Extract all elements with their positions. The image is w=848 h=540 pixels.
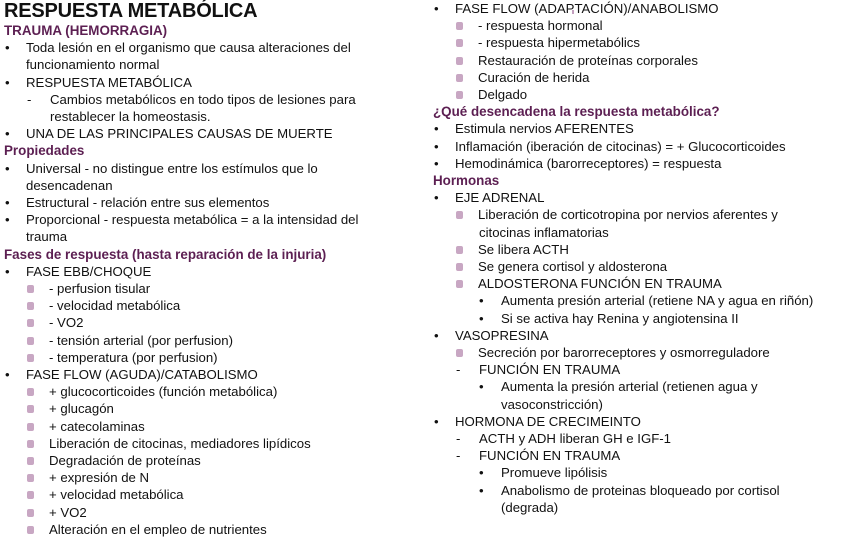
ebb-vo2-text: - VO2: [49, 315, 84, 331]
universal-2: [4, 177, 404, 194]
hormonas-heading-text: Hormonas: [433, 173, 500, 189]
aguda-proteinas: [4, 452, 404, 469]
adapt-hormonal-text: - respuesta hormonal: [478, 18, 603, 34]
propiedades-heading-text: Propiedades: [4, 143, 85, 159]
desencadena-inflamacion: [433, 138, 843, 155]
adrenal-acth-text: Se libera ACTH: [478, 241, 569, 257]
hormona-crecimiento: [433, 413, 843, 430]
aldosterona-renina-text: Si se activa hay Renina y angiotensina II: [501, 310, 739, 326]
aguda-vo2-text: + VO2: [49, 504, 87, 520]
right-column: [433, 0, 843, 516]
aguda-proteinas-text: Degradación de proteínas: [49, 453, 201, 469]
adapt-hormonal: [433, 17, 843, 34]
aldosterona-presion: [433, 292, 843, 309]
adapt-curacion-text: Curación de herida: [478, 69, 590, 85]
universal-1-text: Universal - no distingue entre los estímulos que lo: [26, 160, 318, 176]
vasopresina-text: VASOPRESINA: [455, 327, 549, 343]
cambios-1-text: Cambios metabólicos en todo tipos de lesiones para: [50, 91, 356, 107]
title: [4, 0, 404, 22]
propiedades-heading: [4, 142, 404, 159]
trauma-heading-text: TRAUMA (HEMORRAGIA): [4, 23, 168, 38]
desencadena-inflamacion-text: Inflamación (iberación de citocinas) = + Glucocorticoides: [455, 138, 786, 154]
ebb-vo2: [4, 314, 404, 331]
proporcional-1: [4, 211, 404, 228]
aguda-nutrientes-text: Alteración en el empleo de nutrientes: [49, 521, 267, 537]
trauma-def-2-text: funcionamiento normal: [26, 57, 160, 73]
proporcional-2: [4, 228, 404, 245]
aguda-glucagon: [4, 400, 404, 417]
fase-flow-adapt: [433, 0, 843, 17]
ebb-perfusion-text: - perfusion tisular: [49, 281, 151, 297]
left-column: [4, 0, 404, 538]
universal-2-text: desencadenan: [26, 177, 113, 193]
ebb-velocidad: [4, 297, 404, 314]
crec-acth-text: ACTH y ADH liberan GH e IGF-1: [479, 431, 671, 447]
fase-flow-aguda: [4, 366, 404, 383]
fase-flow-aguda-text: FASE FLOW (AGUDA)/CATABOLISMO: [26, 367, 258, 383]
adrenal-cortisol: [433, 258, 843, 275]
adapt-delgado-text: Delgado: [478, 87, 528, 103]
hormonas-heading: [433, 172, 843, 189]
estructural-text: Estructural - relación entre sus elementos: [26, 195, 270, 211]
adrenal-aldosterona: [433, 275, 843, 292]
fases-heading-text: Fases de respuesta (hasta reparación de la injuria): [4, 246, 327, 262]
fase-flow-adapt-text: FASE FLOW (ADAPTACIÓN)/ANABOLISMO: [455, 1, 719, 16]
hormona-crecimiento-text: HORMONA DE CRECIMEINTO: [455, 413, 641, 429]
eje-adrenal-text: EJE ADRENAL: [455, 190, 545, 206]
ebb-tension-text: - tensión arterial (por perfusion): [49, 332, 233, 348]
causa-muerte: [4, 125, 404, 142]
vaso-funcion: [433, 361, 843, 378]
desencadena-hemodinamica: [433, 155, 843, 172]
vaso-presion-2: [433, 396, 843, 413]
aguda-citocinas: [4, 435, 404, 452]
aguda-catecol: [4, 418, 404, 435]
aldosterona-renina: [433, 310, 843, 327]
vaso-presion-1: [433, 378, 843, 395]
aguda-velocidad: [4, 486, 404, 503]
adapt-curacion: [433, 69, 843, 86]
proporcional-1-text: Proporcional - respuesta metabólica = a la intensidad del: [26, 212, 359, 228]
aguda-expresion-text: + expresión de N: [49, 470, 150, 486]
aldosterona-presion-text: Aumenta presión arterial (retiene NA y agua en riñón): [501, 293, 814, 309]
vaso-presion-2-text: vasoconstricción): [501, 396, 603, 412]
crec-anabolismo-2: [433, 499, 843, 516]
aguda-gluco-text: + glucocorticoides (función metabólica): [49, 384, 278, 400]
ebb-perfusion: [4, 280, 404, 297]
cambios-1: [4, 91, 404, 108]
aguda-gluco: [4, 383, 404, 400]
aguda-nutrientes: [4, 521, 404, 538]
vaso-secrecion-text: Secreción por barorreceptores y osmorreguladore: [478, 345, 770, 361]
aguda-glucagon-text: + glucagón: [49, 401, 114, 417]
vaso-presion-1-text: Aumenta la presión arterial (retienen agua y: [501, 379, 758, 395]
estructural: [4, 194, 404, 211]
crec-funcion: [433, 447, 843, 464]
aguda-catecol-text: + catecolaminas: [49, 418, 145, 434]
vaso-secrecion: [433, 344, 843, 361]
adapt-restauracion: [433, 52, 843, 69]
trauma-def-1-text: Toda lesión en el organismo que causa alteraciones del: [26, 40, 351, 56]
adrenal-liberacion-1-text: Liberación de corticotropina por nervios aferentes y: [478, 207, 778, 223]
vaso-funcion-text: FUNCIÓN EN TRAUMA: [479, 362, 621, 378]
proporcional-2-text: trauma: [26, 229, 68, 245]
crec-anabolismo-2-text: (degrada): [501, 499, 559, 515]
ebb-tension: [4, 332, 404, 349]
adrenal-acth: [433, 241, 843, 258]
crec-anabolismo-1: [433, 482, 843, 499]
crec-acth: [433, 430, 843, 447]
adrenal-liberacion-2: [433, 224, 843, 241]
crec-anabolismo-1-text: Anabolismo de proteinas bloqueado por cortisol: [501, 482, 780, 498]
respuesta-item: [4, 74, 404, 91]
crec-lipolisis-text: Promueve lipólisis: [501, 465, 608, 481]
desencadena-hemodinamica-text: Hemodinámica (barorreceptores) = respuesta: [455, 155, 722, 171]
eje-adrenal: [433, 189, 843, 206]
adapt-hiper-text: - respuesta hipermetabólics: [478, 35, 640, 51]
adrenal-cortisol-text: Se genera cortisol y aldosterona: [478, 259, 668, 275]
crec-funcion-text: FUNCIÓN EN TRAUMA: [479, 448, 621, 464]
ebb-temperatura-text: - temperatura (por perfusion): [49, 349, 218, 365]
aguda-velocidad-text: + velocidad metabólica: [49, 487, 184, 503]
cambios-2: [4, 108, 404, 125]
fase-ebb-text: FASE EBB/CHOQUE: [26, 263, 152, 279]
trauma-def-2: [4, 56, 404, 73]
adapt-hiper: [433, 34, 843, 51]
adrenal-aldosterona-text: ALDOSTERONA FUNCIÓN EN TRAUMA: [478, 276, 722, 292]
fase-ebb: [4, 263, 404, 280]
adapt-delgado: [433, 86, 843, 103]
aguda-vo2: [4, 504, 404, 521]
adrenal-liberacion-1: [433, 206, 843, 223]
respuesta-item-text: RESPUESTA METABÓLICA: [26, 74, 192, 90]
title-text: RESPUESTA METABÓLICA: [4, 0, 258, 22]
desencadena-nervios: [433, 120, 843, 137]
vasopresina: [433, 327, 843, 344]
desencadena-heading-text: ¿Qué desencadena la respuesta metabólica?: [433, 104, 720, 120]
cambios-2-text: restablecer la homeostasis.: [50, 109, 211, 125]
ebb-temperatura: [4, 349, 404, 366]
crec-lipolisis: [433, 464, 843, 481]
adapt-restauracion-text: Restauración de proteínas corporales: [478, 52, 698, 68]
fases-heading: [4, 246, 404, 263]
aguda-citocinas-text: Liberación de citocinas, mediadores lipídicos: [49, 435, 311, 451]
desencadena-nervios-text: Estimula nervios AFERENTES: [455, 121, 634, 137]
trauma-heading: [4, 22, 404, 39]
aguda-expresion: [4, 469, 404, 486]
adrenal-liberacion-2-text: citocinas inflamatorias: [479, 224, 609, 240]
trauma-def-1: [4, 39, 404, 56]
universal-1: [4, 160, 404, 177]
desencadena-heading: [433, 103, 843, 120]
causa-muerte-text: UNA DE LAS PRINCIPALES CAUSAS DE MUERTE: [26, 126, 333, 142]
ebb-velocidad-text: - velocidad metabólica: [49, 298, 181, 314]
